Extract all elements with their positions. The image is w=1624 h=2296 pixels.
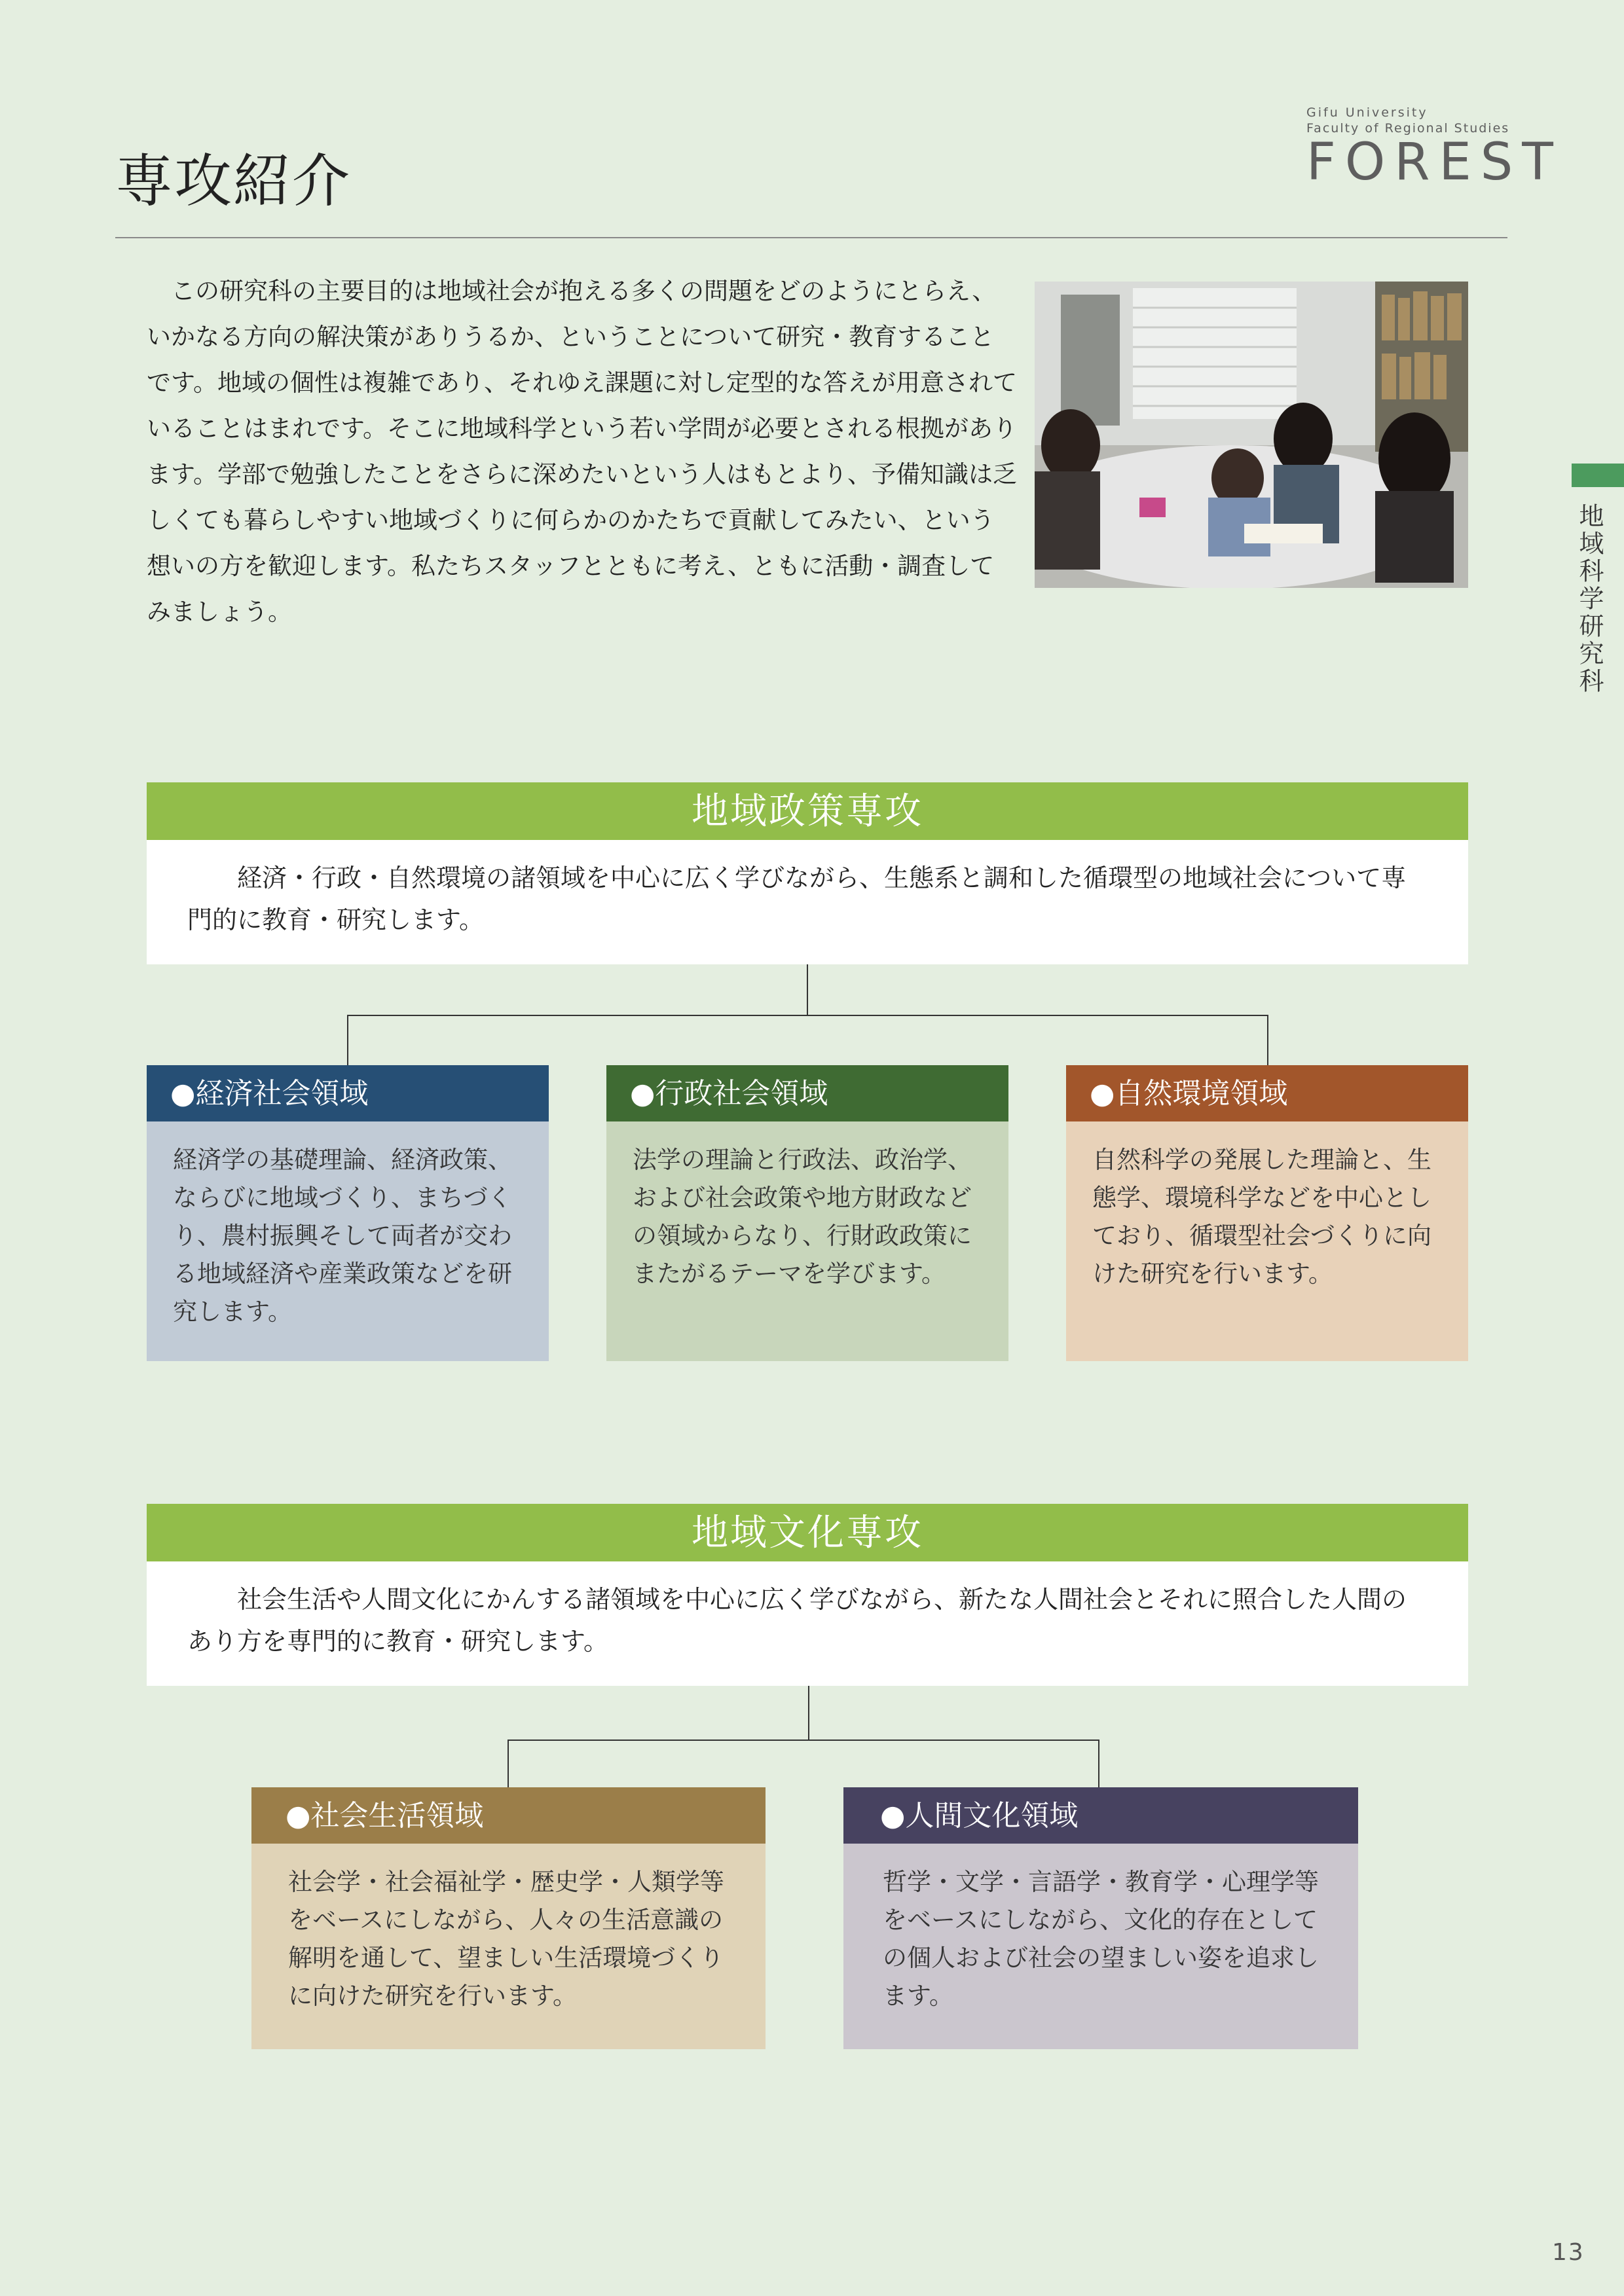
field-administrative-society <box>606 1065 1008 1361</box>
major-regional-policy <box>147 782 1468 964</box>
connector-line <box>507 1740 1099 1741</box>
page-title: 専攻紹介 <box>115 147 352 215</box>
major-title: 地域文化専攻 <box>147 1504 1468 1561</box>
field-social-life <box>251 1787 766 2049</box>
connector-line <box>507 1740 509 1787</box>
major-description-text: 社会生活や人間文化にかんする諸領域を中心に広く学びながら、新たな人間社会とそれに照合した人間のあり方を専門的に教育・研究します。 <box>187 1585 1407 1656</box>
field-description: 自然科学の発展した理論と、生態学、環境科学などを中心としており、循環型社会づくりに向けた研究を行います。 <box>1066 1121 1468 1361</box>
field-description: 社会学・社会福祉学・歴史学・人類学等をベースにしながら、人々の生活意識の解明を通して、望ましい生活環境づくりに向けた研究を行います。 <box>251 1844 766 2049</box>
section-tab-marker <box>1572 464 1624 487</box>
connector-line <box>347 1015 348 1065</box>
page-number: 13 <box>1552 2239 1585 2266</box>
major-description-text: 経済・行政・自然環境の諸領域を中心に広く学びながら、生態系と調和した循環型の地域社会について専門的に教育・研究します。 <box>187 864 1407 934</box>
major-description <box>147 840 1468 964</box>
major-description <box>147 1561 1468 1686</box>
field-title: ●経済社会領域 <box>147 1065 549 1121</box>
intro-paragraph: この研究科の主要目的は地域社会が抱える多くの問題をどのようにとらえ、いかなる方向の解決策がありうるか、ということについて研究・教育することです。地域の個性は複雑であり、それゆえ課題に対し定型的な答えが用意されていることはまれです。そこに地域科学という若い学問が必要とされる根拠があります。学部で勉強したことをさらに深めたいという人はもとより、予備知識は乏しくても暮らしやすい地域づくりに何らかのかたちで貢献してみたい、という想いの方を歓迎します。私たちスタッフとともに考え、ともに活動・調査してみましょう。 <box>147 277 1018 626</box>
field-description: 哲学・文学・言語学・教育学・心理学等をベースにしながら、文化的存在としての個人および社会の望ましい姿を追求します。 <box>843 1844 1358 2049</box>
brand-faculty: Faculty of Regional Studies <box>1306 121 1510 136</box>
field-human-culture <box>843 1787 1358 2049</box>
title-divider <box>115 237 1507 238</box>
students-photo-illustration <box>1035 282 1468 588</box>
connector-line <box>1098 1740 1099 1787</box>
major-regional-culture <box>147 1504 1468 1686</box>
side-section-label: 地域科学研究科 <box>1575 503 1604 695</box>
brand-logo <box>1306 105 1562 192</box>
brand-wordmark: FOREST <box>1306 133 1562 192</box>
field-title: ●人間文化領域 <box>843 1787 1358 1844</box>
field-description: 経済学の基礎理論、経済政策、ならびに地域づくり、まちづくり、農村振興そして両者が交わる地域経済や産業政策などを研究します。 <box>147 1121 549 1361</box>
students-photo <box>1035 282 1468 588</box>
field-natural-environment <box>1066 1065 1468 1361</box>
connector-line <box>808 1686 809 1741</box>
connector-line <box>807 964 808 1016</box>
intro-text <box>147 268 1018 635</box>
brand-university: Gifu University <box>1306 105 1428 120</box>
field-description: 法学の理論と行政法、政治学、および社会政策や地方財政などの領域からなり、行財政政策にまたがるテーマを学びます。 <box>606 1121 1008 1361</box>
connector-line <box>347 1015 1268 1016</box>
field-title: ●自然環境領域 <box>1066 1065 1468 1121</box>
field-economic-society <box>147 1065 549 1361</box>
field-title: ●社会生活領域 <box>251 1787 766 1844</box>
field-title: ●行政社会領域 <box>606 1065 1008 1121</box>
major-title: 地域政策専攻 <box>147 782 1468 840</box>
connector-line <box>1267 1015 1268 1065</box>
